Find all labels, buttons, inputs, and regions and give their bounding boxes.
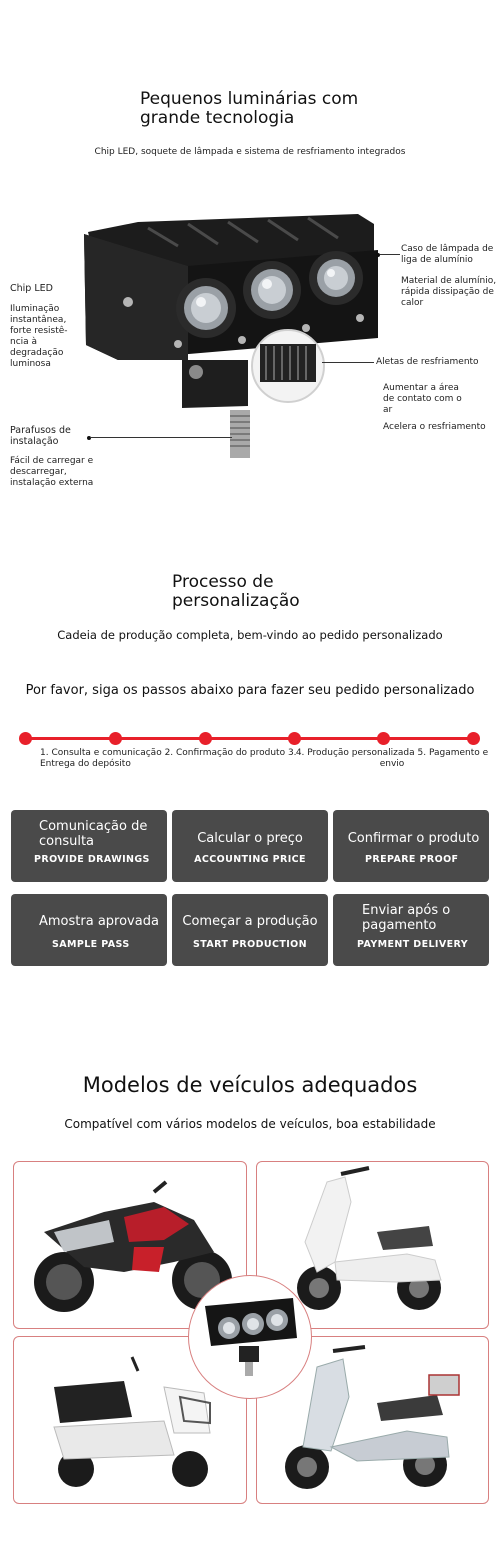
process-card-production: Começar a produção START PRODUCTION	[172, 894, 328, 966]
timeline-dot-5	[377, 732, 390, 745]
chip-led-desc: Iluminação instantânea, forte resistê- ncia à degradação luminosa	[10, 304, 68, 369]
section1-subtitle: Chip LED, soquete de lâmpada e sistema de resfriamento integrados	[94, 147, 406, 157]
section3-subtitle: Compatível com vários modelos de veículos, boa estabilidade	[64, 1117, 436, 1131]
screws-leader-line	[90, 437, 232, 438]
center-product-badge	[188, 1275, 312, 1399]
timeline-dot-3	[199, 732, 212, 745]
process-card-sample: Amostra aprovada SAMPLE PASS	[11, 894, 167, 966]
section1-title-line2: grande tecnologia	[140, 108, 295, 128]
timeline-dot-6	[467, 732, 480, 745]
led-light-product-image	[78, 210, 388, 460]
order-instruction: Por favor, siga os passos abaixo para fazer seu pedido personalizado	[25, 683, 475, 698]
chip-led-title: Chip LED	[10, 283, 53, 294]
fins-leader-line	[322, 362, 374, 363]
lens-right	[309, 251, 363, 305]
timeline-dot-4	[288, 732, 301, 745]
process-card-proof: Confirmar o produto PREPARE PROOF	[333, 810, 489, 882]
fins-title: Aletas de resfriamento	[376, 357, 479, 367]
section2-subtitle: Cadeia de produção completa, bem-vindo ao pedido personalizado	[57, 628, 443, 642]
case-desc: Material de alumínio, rápida dissipação de calor	[401, 276, 497, 308]
timeline-dot-1	[19, 732, 32, 745]
lens-middle	[243, 261, 301, 319]
fins-desc2: Acelera o resfriamento	[383, 422, 486, 432]
section2-title-line1: Processo de	[172, 572, 274, 592]
timeline-dot-2	[109, 732, 122, 745]
screws-desc: Fácil de carregar e descarregar, instalação externa	[10, 456, 94, 488]
section3-title: Modelos de veículos adequados	[82, 1073, 418, 1097]
case-title: Caso de lâmpada de liga de alumínio	[401, 244, 494, 265]
process-card-consultation: Comunicação de consulta PROVIDE DRAWINGS	[11, 810, 167, 882]
section1-title-line1: Pequenos luminárias com	[140, 89, 359, 109]
section2-title-line2: personalização	[172, 591, 300, 611]
led-light-product-icon	[189, 1276, 311, 1398]
case-leader-line	[380, 254, 400, 255]
lens-left	[176, 278, 236, 338]
process-card-price: Calcular o preço ACCOUNTING PRICE	[172, 810, 328, 882]
fins-desc1: Aumentar a área de contato com o ar	[383, 383, 462, 415]
steps-text-left: 1. Consulta e comunicação 2. Confirmação do produto 3. Entrega do depósito	[40, 748, 297, 769]
screws-title: Parafusos de instalação	[10, 425, 71, 447]
timeline-line	[24, 737, 476, 740]
steps-text-right: 4. Produção personalizada 5. Pagamento e envio	[295, 748, 489, 769]
process-card-delivery: Enviar após o pagamento PAYMENT DELIVERY	[333, 894, 489, 966]
